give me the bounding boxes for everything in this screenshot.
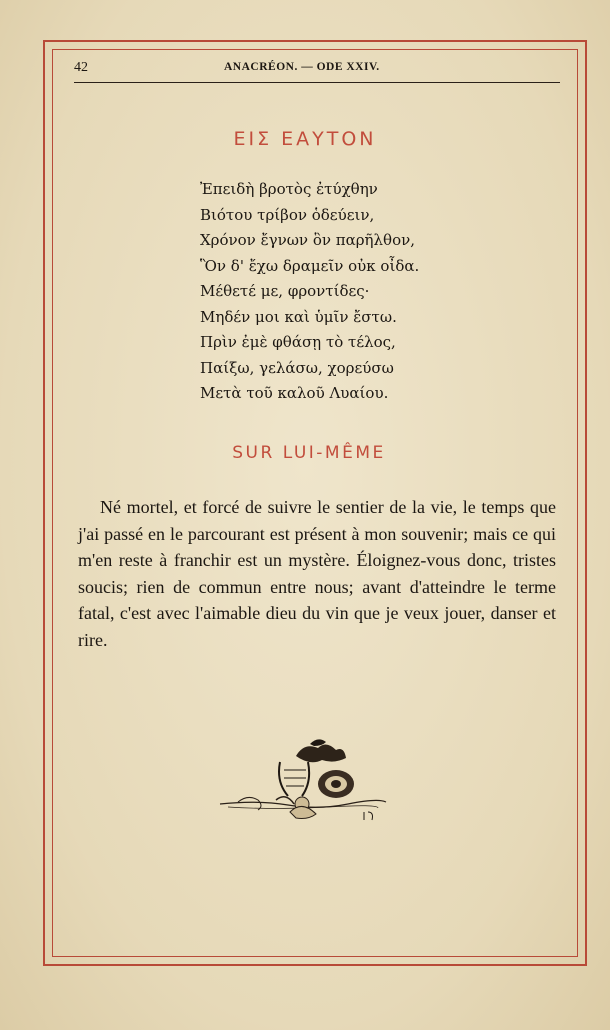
poem-line: Ὃν δ' ἔχω δραμεῖν οὐκ οἶδα. (200, 256, 420, 275)
poem-line: Ἐπειδὴ βροτὸς ἐτύχθην (200, 180, 378, 198)
poem-line: Μετὰ τοῦ καλοῦ Λυαίου. (200, 384, 389, 402)
poem-line: Πρὶν ἐμὲ φθάσῃ τὸ τέλος, (200, 333, 396, 351)
poem-line: Μέθετέ με, φροντίδες· (200, 282, 370, 300)
french-title: SUR LUI-MÊME (232, 443, 386, 463)
decorative-vignette (218, 734, 388, 826)
greek-title: ΕΙΣ ΕΑΥΤΟΝ (233, 128, 377, 150)
running-head (74, 58, 562, 78)
header-rule (74, 82, 560, 83)
greek-poem (200, 177, 419, 407)
running-title: ANACRÉON. — ODE XXIV. (224, 61, 380, 73)
poem-line: Παίξω, γελάσω, χορεύσω (200, 358, 394, 377)
translation-paragraph: Né mortel, et forcé de suivre le sentier de la vie, le temps que j'ai passé en le parcourant est présent à mon souvenir; mais ce qui m'en reste à franchir est un mystère. Éloignez-vous donc, tristes soucis; rien de commun entre nous; avant d'atteindre le terme fatal, c'est avec l'aimable dieu du vin que je veux jouer, danser et rire. (78, 497, 556, 650)
poem-line: Βιότου τρίβον ὁδεύειν, (200, 205, 375, 224)
poem-line: Μηδέν μοι καὶ ὑμῖν ἔστω. (200, 307, 397, 326)
page-number: 42 (74, 60, 88, 75)
french-translation (78, 494, 556, 653)
poem-line: Χρόνον ἔγνων ὃν παρῆλθον, (200, 231, 415, 249)
